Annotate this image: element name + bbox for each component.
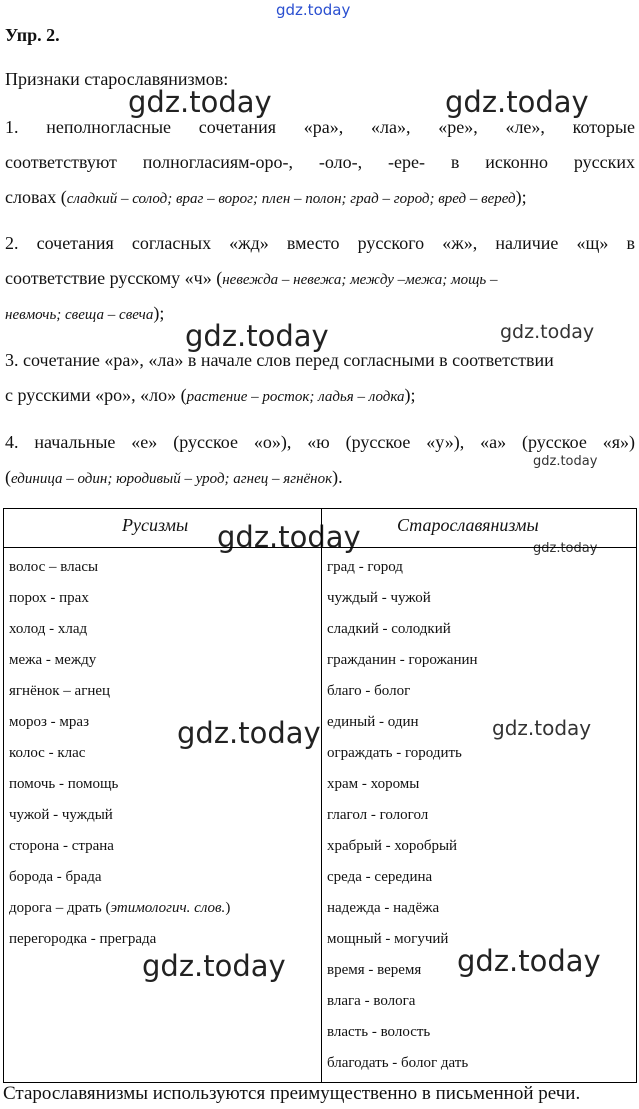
- rule-3-line-1: 3. сочетание «ра», «ла» в начале слов перед согласными в соответствии: [5, 350, 554, 370]
- watermark: gdz.today: [457, 944, 601, 978]
- table-row: межа - между: [9, 652, 97, 668]
- rusisms-column: [9, 556, 230, 959]
- table-row: борода - брада: [9, 869, 102, 885]
- header-rusisms: Русизмы: [122, 515, 189, 535]
- table-row: храм - хоромы: [327, 776, 420, 792]
- watermark: gdz.today: [492, 716, 592, 740]
- watermark: gdz.today: [177, 716, 321, 750]
- table-row: гражданин - горожанин: [327, 652, 478, 668]
- rule-3-examples: растение – росток; ладья – лодка: [186, 389, 405, 405]
- slavonicisms-column: [327, 556, 478, 1083]
- watermark: gdz.today: [217, 520, 361, 554]
- table-row: мороз - мраз: [9, 714, 89, 730]
- exercise-title: Упр. 2.: [5, 25, 60, 45]
- table-row: холод - хлад: [9, 621, 88, 637]
- table-row: сторона - страна: [9, 838, 114, 854]
- table-row: перегородка - преграда: [9, 931, 157, 947]
- watermark: gdz.today: [185, 319, 329, 353]
- watermark: gdz.today: [533, 454, 598, 469]
- table-row: ягнёнок – агнец: [9, 683, 111, 699]
- table-row: помочь - помощь: [9, 776, 119, 792]
- table-row: единый - один: [327, 714, 419, 730]
- table-row: сладкий - солодкий: [327, 621, 451, 637]
- watermark: gdz.today: [500, 321, 595, 343]
- table-row: благодать - болог дать: [327, 1055, 469, 1071]
- table-row: храбрый - хоробрый: [327, 838, 458, 854]
- rule-4-line-2: (единица – один; юродивый – урод; агнец – ягнёнок).: [5, 467, 343, 487]
- table-row: град - город: [327, 559, 403, 575]
- rule-1-line-3: словах (сладкий – солод; враг – ворог; плен – полон; град – город; вред – веред);: [5, 187, 527, 207]
- table-row: влага - волога: [327, 993, 416, 1009]
- table-row: чуждый - чужой: [327, 590, 431, 606]
- watermark: gdz.today: [445, 85, 589, 119]
- rule-2-line-2: соответствие русскому «ч» (невежда – невежа; между –межа; мощь –: [5, 268, 498, 288]
- rule-3-line-2: с русскими «ро», «ло» (растение – росток; ладья – лодка);: [5, 385, 416, 405]
- rule-2-line-3: невмочь; свеща – свеча);: [5, 303, 165, 323]
- table-row: благо - болог: [327, 683, 411, 699]
- header-slavonicisms: Старославянизмы: [397, 515, 539, 535]
- table-row: власть - волость: [327, 1024, 431, 1040]
- watermark: gdz.today: [276, 1, 351, 19]
- rule-1-line-2: соответствуют полногласиям-оро-, -оло-, -ере- в исконно русских: [5, 152, 635, 172]
- watermark: gdz.today: [533, 541, 598, 556]
- table-row: порох - прах: [9, 590, 89, 606]
- table-row: среда - середина: [327, 869, 433, 885]
- intro-text: Признаки старославянизмов:: [5, 69, 229, 89]
- table-row: время - веремя: [327, 962, 422, 978]
- rule-1-line-1: 1. неполногласные сочетания «ра», «ла», «ре», «ле», которые: [5, 117, 635, 137]
- watermark: gdz.today: [128, 85, 272, 119]
- rule-2-examples: невежда – невежа; между –межа; мощь –: [222, 272, 498, 288]
- table-row: дорога – драть (этимологич. слов.): [9, 900, 231, 916]
- rule-1-examples: сладкий – солод; враг – ворог; плен – полон; град – город; вред – веред: [66, 191, 516, 207]
- table-row: чужой - чуждый: [9, 807, 113, 823]
- comparison-table: [3, 508, 637, 1083]
- rule-4-examples: единица – один; юродивый – урод; агнец – ягнёнок: [11, 471, 333, 487]
- table-row: ограждать - городить: [327, 745, 462, 761]
- rule-4-line-1: 4. начальные «е» (русское «о»), «ю (русское «у»), «а» (русское «я»): [5, 432, 635, 452]
- table-row: надежда - надёжа: [327, 900, 440, 916]
- table-row: волос – власы: [9, 559, 99, 575]
- table-row: глагол - гологол: [327, 807, 429, 823]
- table-row: мощный - могучий: [327, 931, 449, 947]
- footer-note: Старославянизмы используются преимущественно в письменной речи.: [3, 1083, 581, 1104]
- table-row: колос - клас: [9, 745, 86, 761]
- watermark: gdz.today: [142, 949, 286, 983]
- rule-2-line-1: 2. сочетания согласных «жд» вместо русского «ж», наличие «щ» в: [5, 233, 635, 253]
